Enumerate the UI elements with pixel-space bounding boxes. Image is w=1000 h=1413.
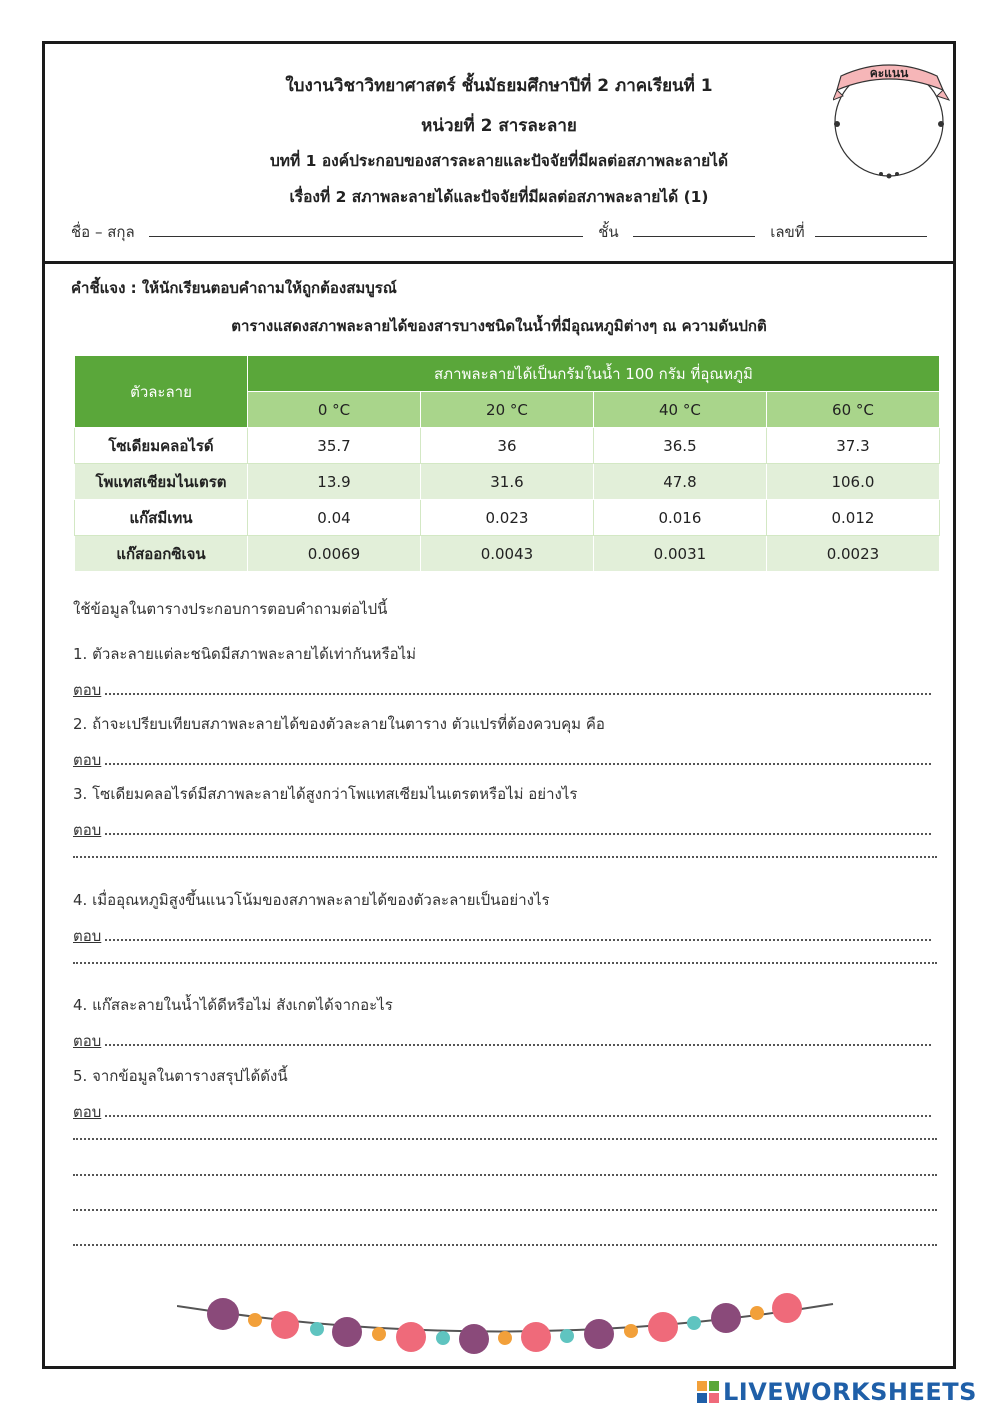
student-info-line [71,220,927,244]
solubility-value: 37.3 [766,428,939,464]
table-row [75,536,940,572]
answer-4 [73,924,937,948]
answer-4b-input[interactable] [105,1032,931,1046]
solubility-value: 0.012 [766,500,939,536]
answer-5-extra-line[interactable] [73,1138,937,1140]
answer-2-input[interactable] [105,751,931,765]
solubility-value: 36.5 [593,428,766,464]
question-4b: 4. แก๊สละลายในน้ำได้ดีหรือไม่ สังเกตได้จากอะไร [73,996,393,1014]
brand-text: LIVEWORKSHEETS [723,1378,977,1406]
worksheet-frame [42,41,956,1369]
name-label: ชื่อ – สกุล [71,223,135,241]
bead-garland [177,1292,837,1366]
solubility-value: 35.7 [248,428,421,464]
answer-1-input[interactable] [105,681,931,695]
answer-1 [73,678,937,702]
answer-label: ตอบ [73,751,102,769]
solubility-value: 0.04 [248,500,421,536]
solubility-table [74,355,940,572]
score-badge-label: คะแนน [869,66,909,80]
solubility-value: 0.016 [593,500,766,536]
solute-name: แก๊สมีเทน [75,500,248,536]
question-1: 1. ตัวละลายแต่ละชนิดมีสภาพละลายได้เท่ากันหรือไม่ [73,645,417,663]
solute-column-header: ตัวละลาย [75,356,248,428]
solute-name: โซเดียมคลอไรด์ [75,428,248,464]
table-caption: ตารางแสดงสภาพละลายได้ของสารบางชนิดในน้ำที่มีอุณหภูมิต่างๆ ณ ความดันปกติ [231,317,767,335]
solubility-value: 106.0 [766,464,939,500]
answer-4-input[interactable] [105,927,931,941]
questions-intro: ใช้ข้อมูลในตารางประกอบการตอบคำถามต่อไปนี้ [73,600,388,618]
answer-5-extra-line[interactable] [73,1209,937,1211]
solubility-value: 0.023 [420,500,593,536]
temp-header: 0 °C [248,392,421,428]
liveworksheets-logo [697,1378,977,1406]
class-label: ชั้น [598,223,619,241]
answer-label: ตอบ [73,821,102,839]
answer-label: ตอบ [73,1032,102,1050]
solute-name: แก๊สออกซิเจน [75,536,248,572]
number-input[interactable] [815,222,927,237]
table-row [75,464,940,500]
answer-label: ตอบ [73,927,102,945]
question-5: 5. จากข้อมูลในตารางสรุปได้ดังนี้ [73,1067,288,1085]
score-badge [833,50,953,180]
solubility-value: 0.0023 [766,536,939,572]
unit-title: หน่วยที่ 2 สารละลาย [421,116,577,136]
instructions: คำชี้แจง : ให้นักเรียนตอบคำถามให้ถูกต้องสมบูรณ์ [71,279,397,297]
answer-label: ตอบ [73,681,102,699]
answer-5 [73,1100,937,1124]
temp-header: 60 °C [766,392,939,428]
worksheet-title: ใบงานวิชาวิทยาศาสตร์ ชั้นมัธยมศึกษาปีที่ 2 ภาคเรียนที่ 1 [285,76,713,96]
solubility-value: 0.0043 [420,536,593,572]
temp-header: 20 °C [420,392,593,428]
question-3: 3. โซเดียมคลอไรด์มีสภาพละลายได้สูงกว่าโพแทสเซียมไนเตรตหรือไม่ อย่างไร [73,785,578,803]
answer-5-extra-line[interactable] [73,1244,937,1246]
solute-name: โพแทสเซียมไนเตรต [75,464,248,500]
answer-2 [73,748,937,772]
solubility-value: 47.8 [593,464,766,500]
solubility-value: 0.0031 [593,536,766,572]
solubility-value: 13.9 [248,464,421,500]
table-row [75,428,940,464]
question-2: 2. ถ้าจะเปรียบเทียบสภาพละลายได้ของตัวละลายในตาราง ตัวแปรที่ต้องควบคุม คือ [73,715,605,733]
table-row [75,500,940,536]
number-label: เลขที่ [770,223,805,241]
answer-5-input[interactable] [105,1103,931,1117]
question-4: 4. เมื่ออุณหภูมิสูงขึ้นแนวโน้มของสภาพละลายได้ของตัวละลายเป็นอย่างไร [73,891,550,909]
answer-4b [73,1029,937,1053]
answer-label: ตอบ [73,1103,102,1121]
answer-3-extra-line[interactable] [73,856,937,858]
solubility-value: 31.6 [420,464,593,500]
name-input[interactable] [149,222,583,237]
solubility-value: 0.0069 [248,536,421,572]
answer-3-input[interactable] [105,821,931,835]
solubility-group-header: สภาพละลายได้เป็นกรัมในน้ำ 100 กรัม ที่อุณหภูมิ [248,356,940,392]
answer-4-extra-line[interactable] [73,962,937,964]
answer-5-extra-line[interactable] [73,1174,937,1176]
chapter-title: บทที่ 1 องค์ประกอบของสารละลายและปัจจัยที่มีผลต่อสภาพละลายได้ [269,152,729,170]
worksheet-header [45,44,953,264]
class-input[interactable] [633,222,755,237]
temp-header: 40 °C [593,392,766,428]
liveworksheets-icon [697,1381,719,1403]
answer-3 [73,818,937,842]
topic-title: เรื่องที่ 2 สภาพละลายได้และปัจจัยที่มีผลต่อสภาพละลายได้ (1) [289,188,709,206]
solubility-value: 36 [420,428,593,464]
